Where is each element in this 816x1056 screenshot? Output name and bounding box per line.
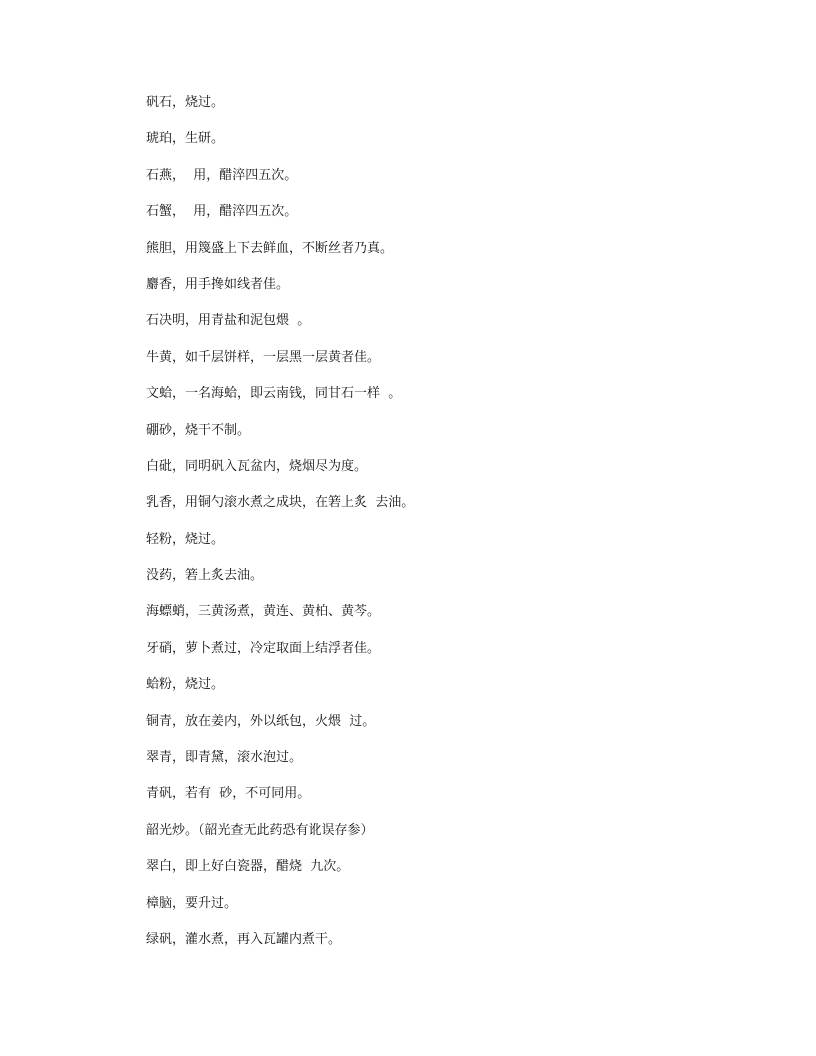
list-item: 青矾，若有 砂，不可同用。 bbox=[146, 786, 311, 802]
list-item: 乳香，用铜勺滚水煮之成块，在箬上炙 去油。 bbox=[146, 495, 415, 511]
list-item: 石蟹， 用，醋淬四五次。 bbox=[146, 204, 298, 220]
list-item: 牛黄，如千层饼样，一层黑一层黄者佳。 bbox=[146, 349, 381, 365]
list-item: 白砒，同明矾入瓦盆内，烧烟尽为度。 bbox=[146, 458, 368, 474]
list-item: 蛤粉，烧过。 bbox=[146, 677, 225, 693]
list-item: 铜青，放在姜内，外以纸包，火煨 过。 bbox=[146, 713, 376, 729]
list-item: 翠青，即青黛，滚水泡过。 bbox=[146, 750, 303, 766]
list-item: 文蛤，一名海蛤，即云南钱，同甘石一样 。 bbox=[146, 386, 402, 402]
list-item: 翠白，即上好白瓷器，醋烧 九次。 bbox=[146, 859, 350, 875]
list-item: 牙硝，萝卜煮过，冷定取面上结浮者佳。 bbox=[146, 640, 381, 656]
list-item: 硼砂，烧干不制。 bbox=[146, 422, 251, 438]
list-item: 没药，箬上炙去油。 bbox=[146, 568, 264, 584]
list-item: 轻粉，烧过。 bbox=[146, 531, 225, 547]
list-item: 熊胆，用篾盛上下去鲜血，不断丝者乃真。 bbox=[146, 240, 394, 256]
list-item: 石决明，用青盐和泥包煨 。 bbox=[146, 313, 311, 329]
list-item: 琥珀，生研。 bbox=[146, 131, 225, 147]
list-item: 绿矾，灌水煮，再入瓦罐内煮干。 bbox=[146, 931, 342, 947]
list-item: 石燕， 用，醋淬四五次。 bbox=[146, 167, 298, 183]
list-item: 海螵蛸，三黄汤煮，黄连、黄柏、黄芩。 bbox=[146, 604, 381, 620]
list-item: 矾石，烧过。 bbox=[146, 95, 225, 110]
list-item: 樟脑，要升过。 bbox=[146, 895, 238, 911]
list-item: 麝香，用手搀如线者佳。 bbox=[146, 276, 290, 292]
entry-list bbox=[146, 94, 746, 967]
list-item: 韶光炒。（韶光查无此药恐有讹误存参） bbox=[146, 822, 374, 838]
